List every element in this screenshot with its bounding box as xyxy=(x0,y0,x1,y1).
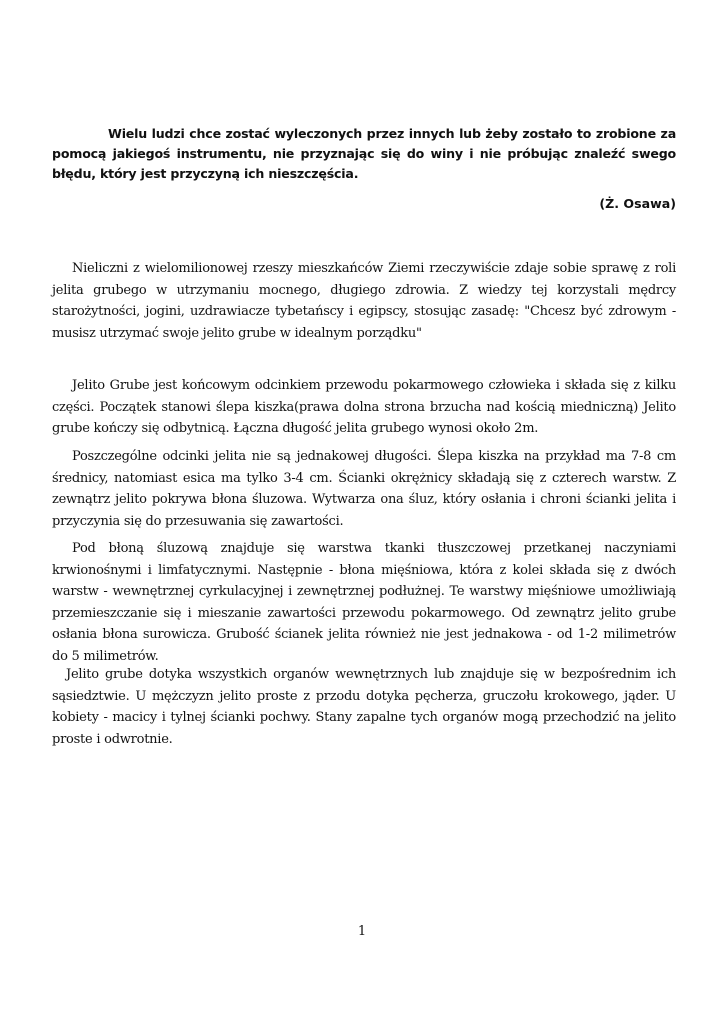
motto-quote xyxy=(52,124,676,184)
paragraph-layers: Pod błoną śluzową znajduje się warstwa tkanki tłuszczowej przetkanej naczyniami krwionośnymi i limfatycznymi. Następnie - błona mięśniowa, która z kolei składa się z dwóch warstw - wewnętrznej cyrkulacyjnej i zewnętrznej podłużnej. Te warstwy mięśniowe umożliwiają przemieszczanie się i mieszanie zawartości przewodu pokarmowego. Od zewnątrz jelito grube osłania błona surowicza. Grubość ścianek jelita również nie jest jednakowa - od 1-2 milimetrów do 5 milimetrów. xyxy=(52,541,676,664)
motto-attribution: (Ż. Osawa) xyxy=(599,196,676,211)
paragraph-neighbours: Jelito grube dotyka wszystkich organów wewnętrznych lub znajduje się w bezpośrednim ich sąsiedztwie. U mężczyzn jelito proste z przodu dotyka pęcherza, gruczołu krokowego, jąder. U kobiety - macicy i tylnej ścianki pochwy. Stany zapalne tych organów mogą przechodzić na jelito proste i odwrotnie. xyxy=(52,667,676,747)
paragraph-anatomy: Jelito Grube jest końcowym odcinkiem przewodu pokarmowego człowieka i składa się z kilku części. Początek stanowi ślepa kiszka(prawa dolna strona brzucha nad kością miedniczną) Jelito grube kończy się odbytnicą. Łączna długość jelita grubego wynosi około 2m. xyxy=(52,378,676,437)
motto-text: Wielu ludzi chce zostać wyleczonych przez innych lub żeby zostało to zrobione za pomocą jakiegoś instrumentu, nie przyznając się do winy i nie próbując znaleźć swego błędu, który jest przyczyną ich nieszczęścia. xyxy=(52,126,676,181)
paragraph-segments: Poszczególne odcinki jelita nie są jednakowej długości. Ślepa kiszka na przykład ma 7-8 cm średnicy, natomiast esica ma tylko 3-4 cm. Ścianki okrężnicy składają się z czterech warstw. Z zewnątrz jelito pokrywa błona śluzowa. Wytwarza ona śluz, który osłania i chroni ścianki jelita i przyczynia się do przesuwania się zawartości. xyxy=(52,449,676,529)
page-number: 1 xyxy=(357,924,367,939)
paragraph-intro: Nieliczni z wielomilionowej rzeszy mieszkańców Ziemi rzeczywiście zdaje sobie sprawę z roli jelita grubego w utrzymaniu mocnego, długiego zdrowia. Z wiedzy tej korzystali mędrcy starożytności, jogini, uzdrawiacze tybetańscy i egipscy, stosując zasadę: "Chcesz być zdrowym - musisz utrzymać swoje jelito grube w idealnym porządku" xyxy=(52,261,676,341)
